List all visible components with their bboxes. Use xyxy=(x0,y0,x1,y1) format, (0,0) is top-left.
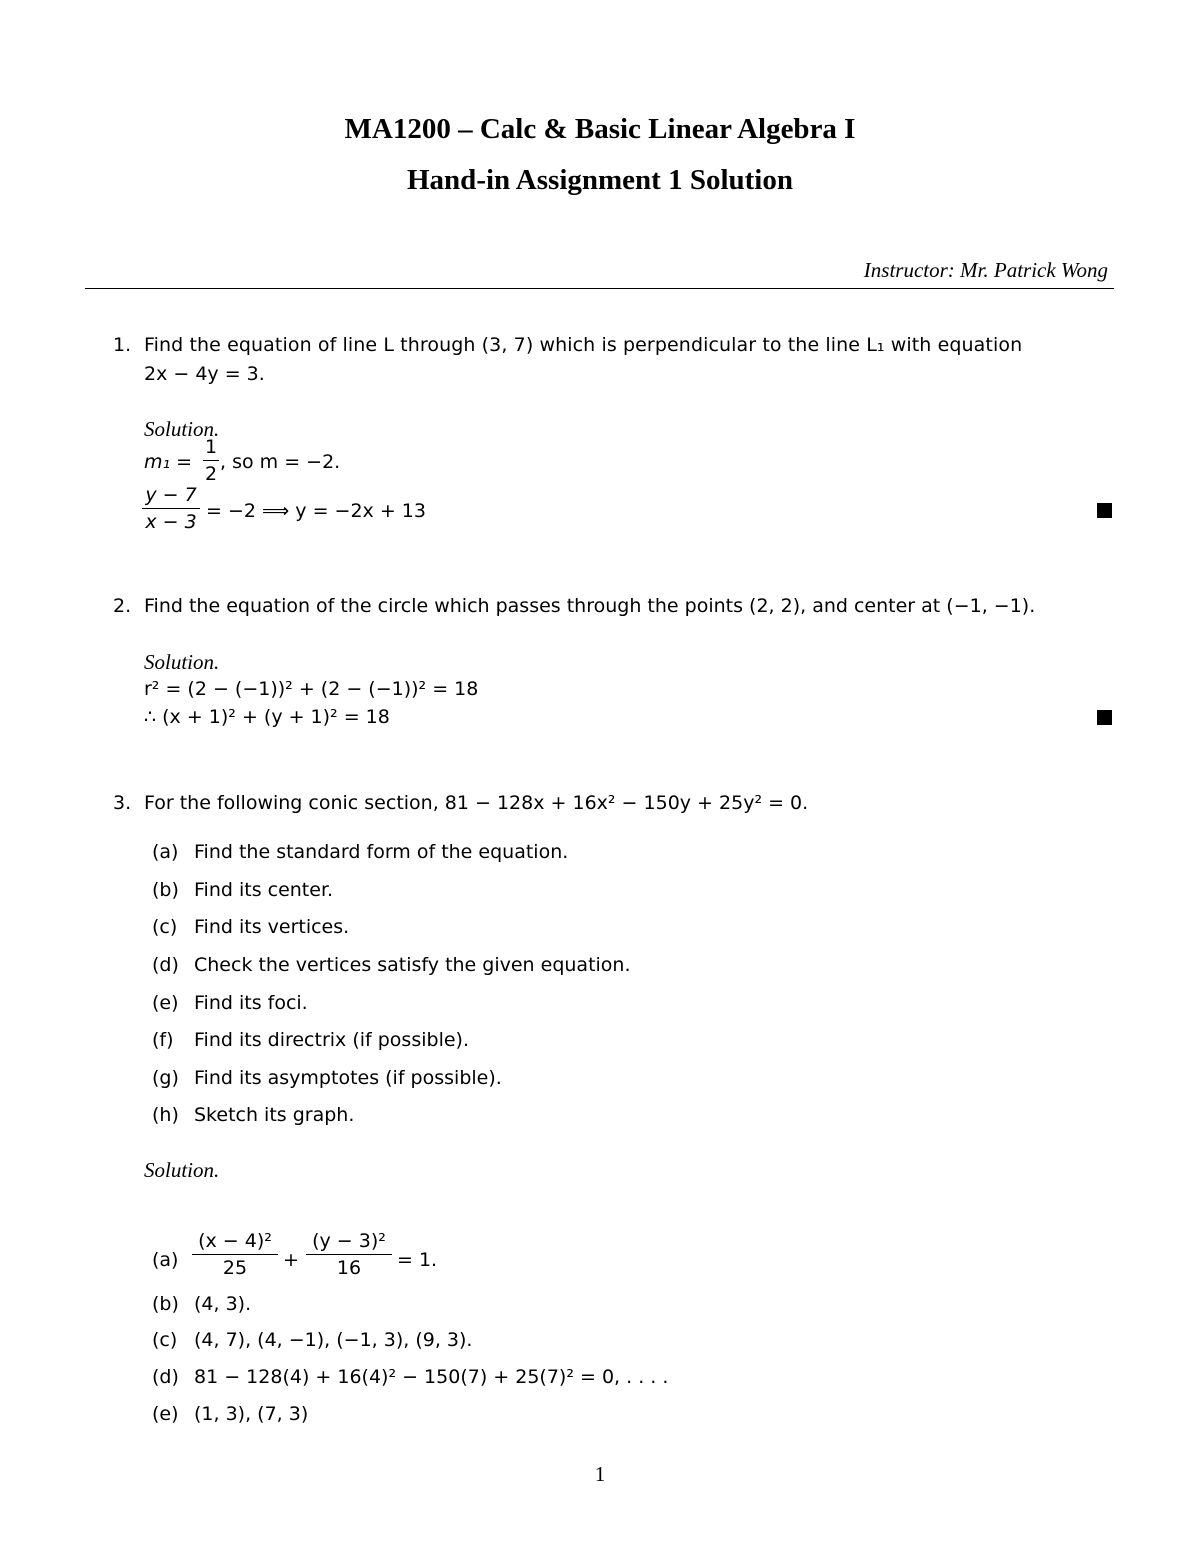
q3-part-label: (a) xyxy=(152,841,179,863)
q3-answer-c: (4, 7), (4, −1), (−1, 3), (9, 3). xyxy=(194,1329,473,1351)
q3-part-label: (b) xyxy=(152,879,179,901)
q3-part-label: (f) xyxy=(152,1029,174,1051)
q2-solution-line1: r² = (2 − (−1))² + (2 − (−1))² = 18 xyxy=(144,678,479,700)
qed-square-icon xyxy=(1097,503,1112,518)
q2-solution-label: Solution. xyxy=(144,650,220,674)
q3-part-label: (c) xyxy=(152,916,178,938)
q3-answer-label: (a) xyxy=(152,1249,179,1271)
fraction-bar xyxy=(203,460,219,461)
q1-text-line2: 2x − 4y = 3. xyxy=(144,363,265,385)
q1-m1-rest: , so m = −2. xyxy=(220,451,341,473)
page-number: 1 xyxy=(594,1462,606,1486)
q1-m1-denominator: 2 xyxy=(204,463,218,485)
q3-part-text: Find its foci. xyxy=(194,992,308,1014)
q3-part-text: Find its asymptotes (if possible). xyxy=(194,1067,502,1089)
q3-answer-label: (e) xyxy=(152,1403,179,1425)
q3-part-text: Find its vertices. xyxy=(194,916,350,938)
q3-a-plus: + xyxy=(283,1249,299,1271)
q3-a-numerator-x: (x − 4)² xyxy=(198,1230,272,1252)
q1-m1-fraction xyxy=(203,436,219,485)
q3-answer-label: (c) xyxy=(152,1329,178,1351)
q3-solution-label: Solution. xyxy=(144,1158,220,1182)
q3-a-numerator-y: (y − 3)² xyxy=(312,1230,386,1252)
fraction-bar xyxy=(142,508,200,509)
q3-answer-label: (d) xyxy=(152,1366,179,1388)
q3-part-text: Find its center. xyxy=(194,879,334,901)
q1-eq-numerator: y − 7 xyxy=(145,484,197,506)
fraction-bar xyxy=(192,1254,278,1255)
q3-part-label: (e) xyxy=(152,992,179,1014)
q3-answer-d: 81 − 128(4) + 16(4)² − 150(7) + 25(7)² = 0, . . . . xyxy=(194,1366,669,1388)
q2-text: Find the equation of the circle which passes through the points (2, 2), and center at (−1, −1). xyxy=(144,595,1036,617)
document-subtitle: Hand-in Assignment 1 Solution xyxy=(407,164,793,196)
q3-part-label: (h) xyxy=(152,1104,179,1126)
q1-m1-lhs: m₁ = xyxy=(144,451,193,473)
q3-a-denominator-x: 25 xyxy=(222,1257,248,1279)
q2-number: 2. xyxy=(113,595,132,617)
fraction-bar xyxy=(306,1254,392,1255)
q3-part-text: Find its directrix (if possible). xyxy=(194,1029,469,1051)
q3-part-label: (g) xyxy=(152,1067,179,1089)
q3-text: For the following conic section, 81 − 128x + 16x² − 150y + 25y² = 0. xyxy=(144,792,809,814)
q3-answer-e: (1, 3), (7, 3) xyxy=(194,1403,309,1425)
q3-a-fraction-y xyxy=(306,1230,392,1279)
q2-solution-line2: ∴ (x + 1)² + (y + 1)² = 18 xyxy=(144,706,390,728)
qed-square-icon xyxy=(1097,710,1112,725)
q3-a-rest: = 1. xyxy=(397,1249,438,1271)
q1-eq-fraction xyxy=(142,484,200,533)
q3-a-fraction-x xyxy=(192,1230,278,1279)
q3-part-label: (d) xyxy=(152,954,179,976)
q1-text-line1: Find the equation of line L through (3, 7) which is perpendicular to the line L₁ with equation xyxy=(144,334,1023,356)
instructor-line: Instructor: Mr. Patrick Wong xyxy=(863,258,1108,282)
q1-solution-label: Solution. xyxy=(144,417,220,441)
q1-eq-denominator: x − 3 xyxy=(145,511,197,533)
q1-m1-numerator: 1 xyxy=(204,436,218,458)
q3-part-text: Check the vertices satisfy the given equation. xyxy=(194,954,631,976)
q3-part-text: Sketch its graph. xyxy=(194,1104,355,1126)
q3-a-denominator-y: 16 xyxy=(336,1257,362,1279)
q3-part-text: Find the standard form of the equation. xyxy=(194,841,569,863)
q3-number: 3. xyxy=(113,792,132,814)
q3-answer-label: (b) xyxy=(152,1293,179,1315)
q1-number: 1. xyxy=(113,334,132,356)
document-title: MA1200 – Calc & Basic Linear Algebra I xyxy=(344,113,856,145)
q3-answer-b: (4, 3). xyxy=(194,1293,252,1315)
q1-eq-rest: = −2 ⟹ y = −2x + 13 xyxy=(206,500,426,522)
header-rule xyxy=(85,288,1114,289)
